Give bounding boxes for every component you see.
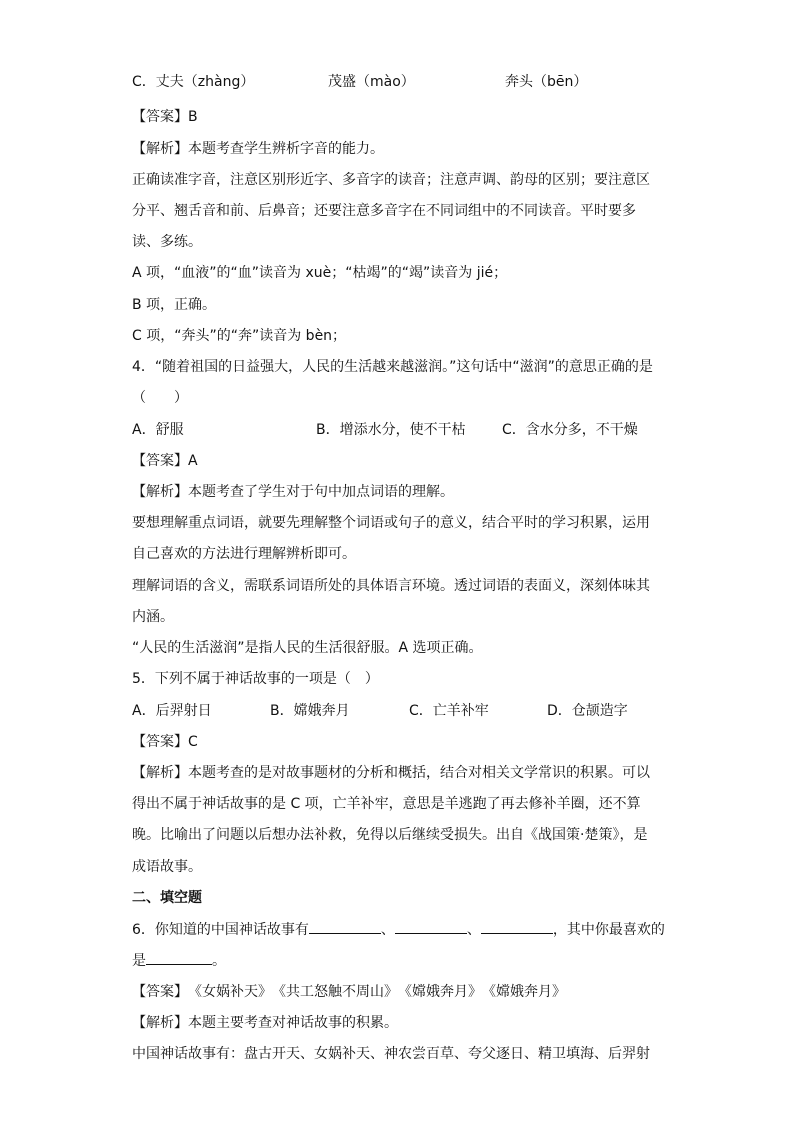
q3-analysis-line: 分平、翘舌音和前、后鼻音；还要注意多音字在不同词组中的不同读音。平时要多 — [132, 203, 636, 219]
q5-option-d: D．仓颉造字 — [547, 703, 628, 719]
q3-analysis-line: B 项，正确。 — [132, 297, 217, 313]
q5-answer: 【答案】C — [132, 734, 198, 750]
q6-blank — [395, 920, 467, 934]
q4-option-a: A．舒服 — [132, 422, 184, 438]
section-heading: 二、填空题 — [132, 890, 202, 906]
q6-question-line2 — [132, 951, 662, 970]
q6-text: 6．你知道的中国神话故事有 — [132, 922, 309, 938]
q3-answer: 【答案】B — [132, 109, 198, 125]
q3-analysis-line: 读、多练。 — [132, 234, 202, 250]
q4-option-c: C．含水分多，不干燥 — [502, 422, 638, 438]
q6-question — [132, 920, 665, 939]
q6-blank — [481, 920, 553, 934]
q5-analysis-line: 成语故事。 — [132, 859, 202, 875]
q4-analysis-line: 理解词语的含义，需联系词语所处的具体语言环境。透过词语的表面义，深刻体味其 — [132, 578, 650, 594]
q5-analysis-line: 得出不属于神话故事的是 C 项，亡羊补牢，意思是羊逃跑了再去修补羊圈，还不算 — [132, 796, 641, 812]
q6-sep: 、 — [466, 922, 481, 938]
q5-option-c: C．亡羊补牢 — [409, 703, 489, 719]
q3-option-c: C．丈夫（zhàng） — [132, 74, 255, 90]
q4-option-b: B．增添水分，使不干枯 — [316, 422, 466, 438]
q6-blank — [309, 920, 381, 934]
q4-question: 4．“随着祖国的日益强大，人民的生活越来越滋润。”这句话中“滋润”的意思正确的是 — [132, 359, 653, 375]
q4-analysis-line: 【解析】本题考查了学生对于句中加点词语的理解。 — [132, 484, 454, 500]
q6-text: 是 — [132, 953, 146, 969]
q4-question-paren: （ ） — [132, 390, 188, 406]
q6-text: ，其中你最喜欢的 — [552, 922, 665, 938]
q4-analysis-line: “人民的生活滋润”是指人民的生活很舒服。A 选项正确。 — [132, 640, 483, 656]
q5-analysis-line: 【解析】本题考查的是对故事题材的分析和概括，结合对相关文学常识的积累。可以 — [132, 765, 650, 781]
q5-option-b: B．嫦娥奔月 — [270, 703, 350, 719]
q3-analysis-line: 正确读准字音，注意区别形近字、多音字的读音；注意声调、韵母的区别；要注意区 — [132, 172, 650, 188]
q5-option-a: A．后羿射日 — [132, 703, 212, 719]
q3-option-c-2: 茂盛（mào） — [328, 74, 415, 90]
q6-blank — [146, 951, 212, 965]
q6-answer: 【答案】 《女娲补天》 《共工怒触不周山》 《嫦娥奔月》 《嫦娥奔月》 — [132, 984, 566, 1000]
q4-analysis-line: 要想理解重点词语，就要先理解整个词语或句子的意义，结合平时的学习积累，运用 — [132, 515, 650, 531]
q6-sep: 、 — [380, 922, 395, 938]
q5-question: 5．下列不属于神话故事的一项是（ ） — [132, 671, 379, 687]
q6-text: 。 — [212, 953, 226, 969]
q5-analysis-line: 晚。比喻出了问题以后想办法补救，免得以后继续受损失。出自《战国策·楚策》，是 — [132, 827, 648, 843]
q4-analysis-line: 内涵。 — [132, 609, 174, 625]
q3-analysis-line: C 项，“奔头”的“奔”读音为 bèn； — [132, 328, 347, 344]
q4-answer: 【答案】A — [132, 453, 198, 469]
q6-analysis-line: 【解析】本题主要考查对神话故事的积累。 — [132, 1015, 398, 1031]
q3-analysis-line: A 项，“血液”的“血”读音为 xuè；“枯竭”的“竭”读音为 jié； — [132, 265, 508, 281]
q3-option-c-3: 奔头（bēn） — [505, 74, 588, 90]
q3-analysis-line: 【解析】本题考查学生辨析字音的能力。 — [132, 141, 384, 157]
q6-analysis-line: 中国神话故事有：盘古开天、女娲补天、神农尝百草、夸父逐日、精卫填海、后羿射 — [132, 1046, 650, 1062]
q4-analysis-line: 自己喜欢的方法进行理解辨析即可。 — [132, 546, 356, 562]
